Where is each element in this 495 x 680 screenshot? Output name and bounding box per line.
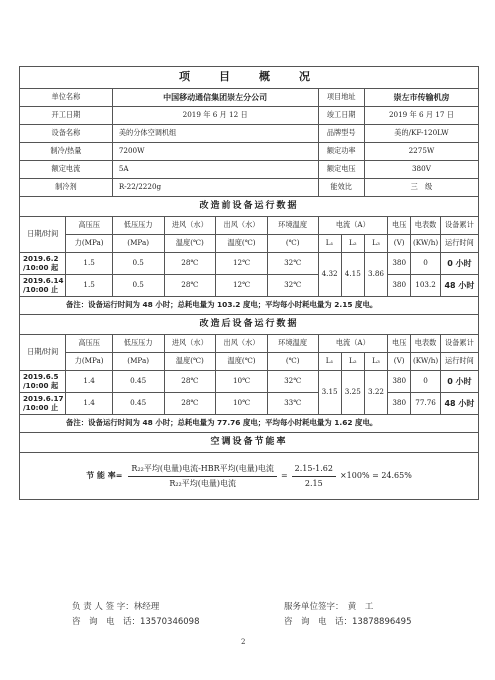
formula-label: 节 能 率= (86, 471, 123, 481)
header-env: 环境温度 (267, 217, 318, 235)
page-title: 项 目 概 况 (20, 67, 479, 89)
info-row (20, 107, 479, 125)
header-l1: L₁ (318, 235, 341, 253)
hp-value: 1.5 (66, 253, 112, 275)
formula-denominator-values: 2.15 (304, 478, 323, 488)
header-meter: 电表数 (411, 335, 441, 353)
header-in-unit: 温度(℃) (164, 235, 216, 253)
meter-value: 77.76 (411, 393, 441, 415)
note-row (20, 297, 479, 315)
table-row (20, 393, 479, 415)
info-value: 2019 年 6 月 17 日 (364, 107, 478, 125)
info-row (20, 125, 479, 143)
date-cell (20, 253, 66, 275)
lp-value: 0.45 (112, 393, 164, 415)
env-temp-value: 33℃ (267, 393, 318, 415)
formula-numerator-values: 2.15-1.62 (292, 464, 336, 476)
formula-fraction-values (292, 464, 336, 487)
time-line: /10:00 止 (23, 284, 59, 294)
info-label: 单位名称 (20, 89, 113, 107)
time-line: /10:00 起 (23, 262, 59, 272)
lp-value: 0.45 (112, 371, 164, 393)
current-l3-value: 3.86 (364, 253, 387, 297)
header-runtime: 设备累计 (440, 335, 478, 353)
header-env-unit: (℃) (267, 235, 318, 253)
info-label: 开工日期 (20, 107, 113, 125)
info-label: 竣工日期 (318, 107, 364, 125)
section-title-before: 改造前设备运行数据 (20, 197, 479, 217)
formula-result: ×100% = 24.65% (339, 471, 412, 481)
header-volt: 电压 (388, 217, 411, 235)
formula-row (20, 453, 479, 500)
info-value: 美的/KF-120LW (364, 125, 478, 143)
header-volt-unit: (V) (388, 235, 411, 253)
info-value: 7200W (112, 143, 318, 161)
header-in: 进风（水） (164, 335, 216, 353)
info-label: 品牌型号 (318, 125, 364, 143)
out-temp-value: 10℃ (216, 371, 268, 393)
header-meter: 电表数 (411, 217, 441, 235)
date-line: 2019.6.14 (23, 276, 64, 286)
info-value: 380V (364, 161, 478, 179)
out-temp-value: 10℃ (216, 393, 268, 415)
section-title-after: 改造后设备运行数据 (20, 315, 479, 335)
volt-value: 380 (388, 275, 411, 297)
note-after: 备注：设备运行时间为 48 小时；总耗电量为 77.76 度电；平均每小时耗电量为 1.62 度电。 (20, 415, 479, 433)
out-temp-value: 12℃ (216, 253, 268, 275)
header-l2: L₂ (341, 353, 364, 371)
header-out-unit: 温度(℃) (216, 353, 268, 371)
header-row (20, 217, 479, 235)
hp-value: 1.5 (66, 275, 112, 297)
info-label: 额定电压 (318, 161, 364, 179)
title-row (20, 67, 479, 89)
section-row (20, 433, 479, 453)
formula-equals: = (280, 471, 288, 481)
info-label: 制冷剂 (20, 179, 113, 197)
lp-value: 0.5 (112, 275, 164, 297)
current-l2-value: 3.25 (341, 371, 364, 415)
header-env-unit: (℃) (267, 353, 318, 371)
note-before: 备注：设备运行时间为 48 小时；总耗电量为 103.2 度电；平均每小时耗电量为 2.15 度电。 (20, 297, 479, 315)
header-date: 日期/时间 (20, 217, 66, 253)
header-lp-unit: (MPa) (112, 235, 164, 253)
header-out: 出风（水） (216, 217, 268, 235)
header-out: 出风（水） (216, 335, 268, 353)
info-value: 美的分体空调机组 (112, 125, 318, 143)
date-line: 2019.6.5 (23, 372, 59, 382)
info-label: 额定电流 (20, 161, 113, 179)
signature-right-phone: 咨 询 电 话：13878896495 (284, 617, 412, 627)
table-row (20, 275, 479, 297)
current-l1-value: 3.15 (318, 371, 341, 415)
info-row (20, 143, 479, 161)
hp-value: 1.4 (66, 371, 112, 393)
in-temp-value: 28℃ (164, 371, 216, 393)
info-value: 5A (112, 161, 318, 179)
date-line: 2019.6.17 (23, 394, 64, 404)
header-l2: L₂ (341, 235, 364, 253)
info-label: 设备名称 (20, 125, 113, 143)
header-lp: 低压压力 (112, 217, 164, 235)
header-hp: 高压压 (66, 335, 112, 353)
date-cell (20, 371, 66, 393)
info-value: 2019 年 6 月 12 日 (112, 107, 318, 125)
info-label: 额定功率 (318, 143, 364, 161)
header-meter-unit: (KW/h) (411, 235, 441, 253)
info-row (20, 161, 479, 179)
header-l1: L₁ (318, 353, 341, 371)
env-temp-value: 32℃ (267, 253, 318, 275)
formula-cell (20, 453, 479, 500)
header-hp-unit: 力(MPa) (66, 353, 112, 371)
info-label: 项目地址 (318, 89, 364, 107)
formula-fraction (128, 464, 277, 487)
info-value: 2275W (364, 143, 478, 161)
header-hp: 高压压 (66, 217, 112, 235)
header-env: 环境温度 (267, 335, 318, 353)
report-sheet (19, 66, 479, 500)
header-current: 电流（A） (318, 335, 388, 353)
info-value: 崇左市传输机房 (364, 89, 478, 107)
runtime-value: 0 小时 (440, 253, 478, 275)
current-l1-value: 4.32 (318, 253, 341, 297)
signature-left-name: 负 责 人 签 字：林经理 (72, 602, 160, 612)
hp-value: 1.4 (66, 393, 112, 415)
header-date: 日期/时间 (20, 335, 66, 371)
current-l3-value: 3.22 (364, 371, 387, 415)
volt-value: 380 (388, 253, 411, 275)
header-row (20, 335, 479, 353)
table-row (20, 253, 479, 275)
runtime-value: 48 小时 (440, 393, 478, 415)
header-lp: 低压压力 (112, 335, 164, 353)
in-temp-value: 28℃ (164, 393, 216, 415)
header-row (20, 353, 479, 371)
header-l3: L₃ (364, 235, 387, 253)
info-row (20, 179, 479, 197)
note-row (20, 415, 479, 433)
in-temp-value: 28℃ (164, 253, 216, 275)
table-row (20, 371, 479, 393)
header-volt: 电压 (388, 335, 411, 353)
volt-value: 380 (388, 371, 411, 393)
header-in: 进风（水） (164, 217, 216, 235)
in-temp-value: 28℃ (164, 275, 216, 297)
header-runtime-unit: 运行时间 (440, 235, 478, 253)
signature-right-name: 服务单位签字： 黄 工 (284, 602, 374, 612)
info-value: 三 级 (364, 179, 478, 197)
runtime-value: 0 小时 (440, 371, 478, 393)
runtime-value: 48 小时 (440, 275, 478, 297)
header-in-unit: 温度(℃) (164, 353, 216, 371)
env-temp-value: 32℃ (267, 275, 318, 297)
header-row (20, 235, 479, 253)
current-l2-value: 4.15 (341, 253, 364, 297)
section-title-savings: 空调设备节能率 (20, 433, 479, 453)
out-temp-value: 12℃ (216, 275, 268, 297)
formula-numerator: R₂₂平均(电量)电流-HBR平均(电量)电流 (128, 464, 277, 476)
header-out-unit: 温度(℃) (216, 235, 268, 253)
header-volt-unit: (V) (388, 353, 411, 371)
header-runtime-unit: 运行时间 (440, 353, 478, 371)
formula-denominator: R₂₂平均(电量)电流 (169, 478, 237, 488)
lp-value: 0.5 (112, 253, 164, 275)
date-cell (20, 275, 66, 297)
env-temp-value: 32℃ (267, 371, 318, 393)
meter-value: 0 (411, 253, 441, 275)
savings-formula (21, 464, 477, 487)
date-line: 2019.6.2 (23, 254, 59, 264)
time-line: /10:00 起 (23, 380, 59, 390)
report-table (19, 66, 479, 500)
header-l3: L₃ (364, 353, 387, 371)
header-runtime: 设备累计 (440, 217, 478, 235)
info-row (20, 89, 479, 107)
info-value: R-22/2220g (112, 179, 318, 197)
signature-left-phone: 咨 询 电 话：13570346098 (72, 617, 200, 627)
volt-value: 380 (388, 393, 411, 415)
header-lp-unit: (MPa) (112, 353, 164, 371)
header-hp-unit: 力(MPa) (66, 235, 112, 253)
page-number: 2 (241, 638, 246, 646)
info-label: 制冷/热量 (20, 143, 113, 161)
section-row (20, 197, 479, 217)
meter-value: 0 (411, 371, 441, 393)
meter-value: 103.2 (411, 275, 441, 297)
info-value: 中国移动通信集团崇左分公司 (112, 89, 318, 107)
date-cell (20, 393, 66, 415)
header-current: 电流（A） (318, 217, 388, 235)
header-meter-unit: (KW/h) (411, 353, 441, 371)
section-row (20, 315, 479, 335)
info-label: 能效比 (318, 179, 364, 197)
time-line: /10:00 止 (23, 402, 59, 412)
